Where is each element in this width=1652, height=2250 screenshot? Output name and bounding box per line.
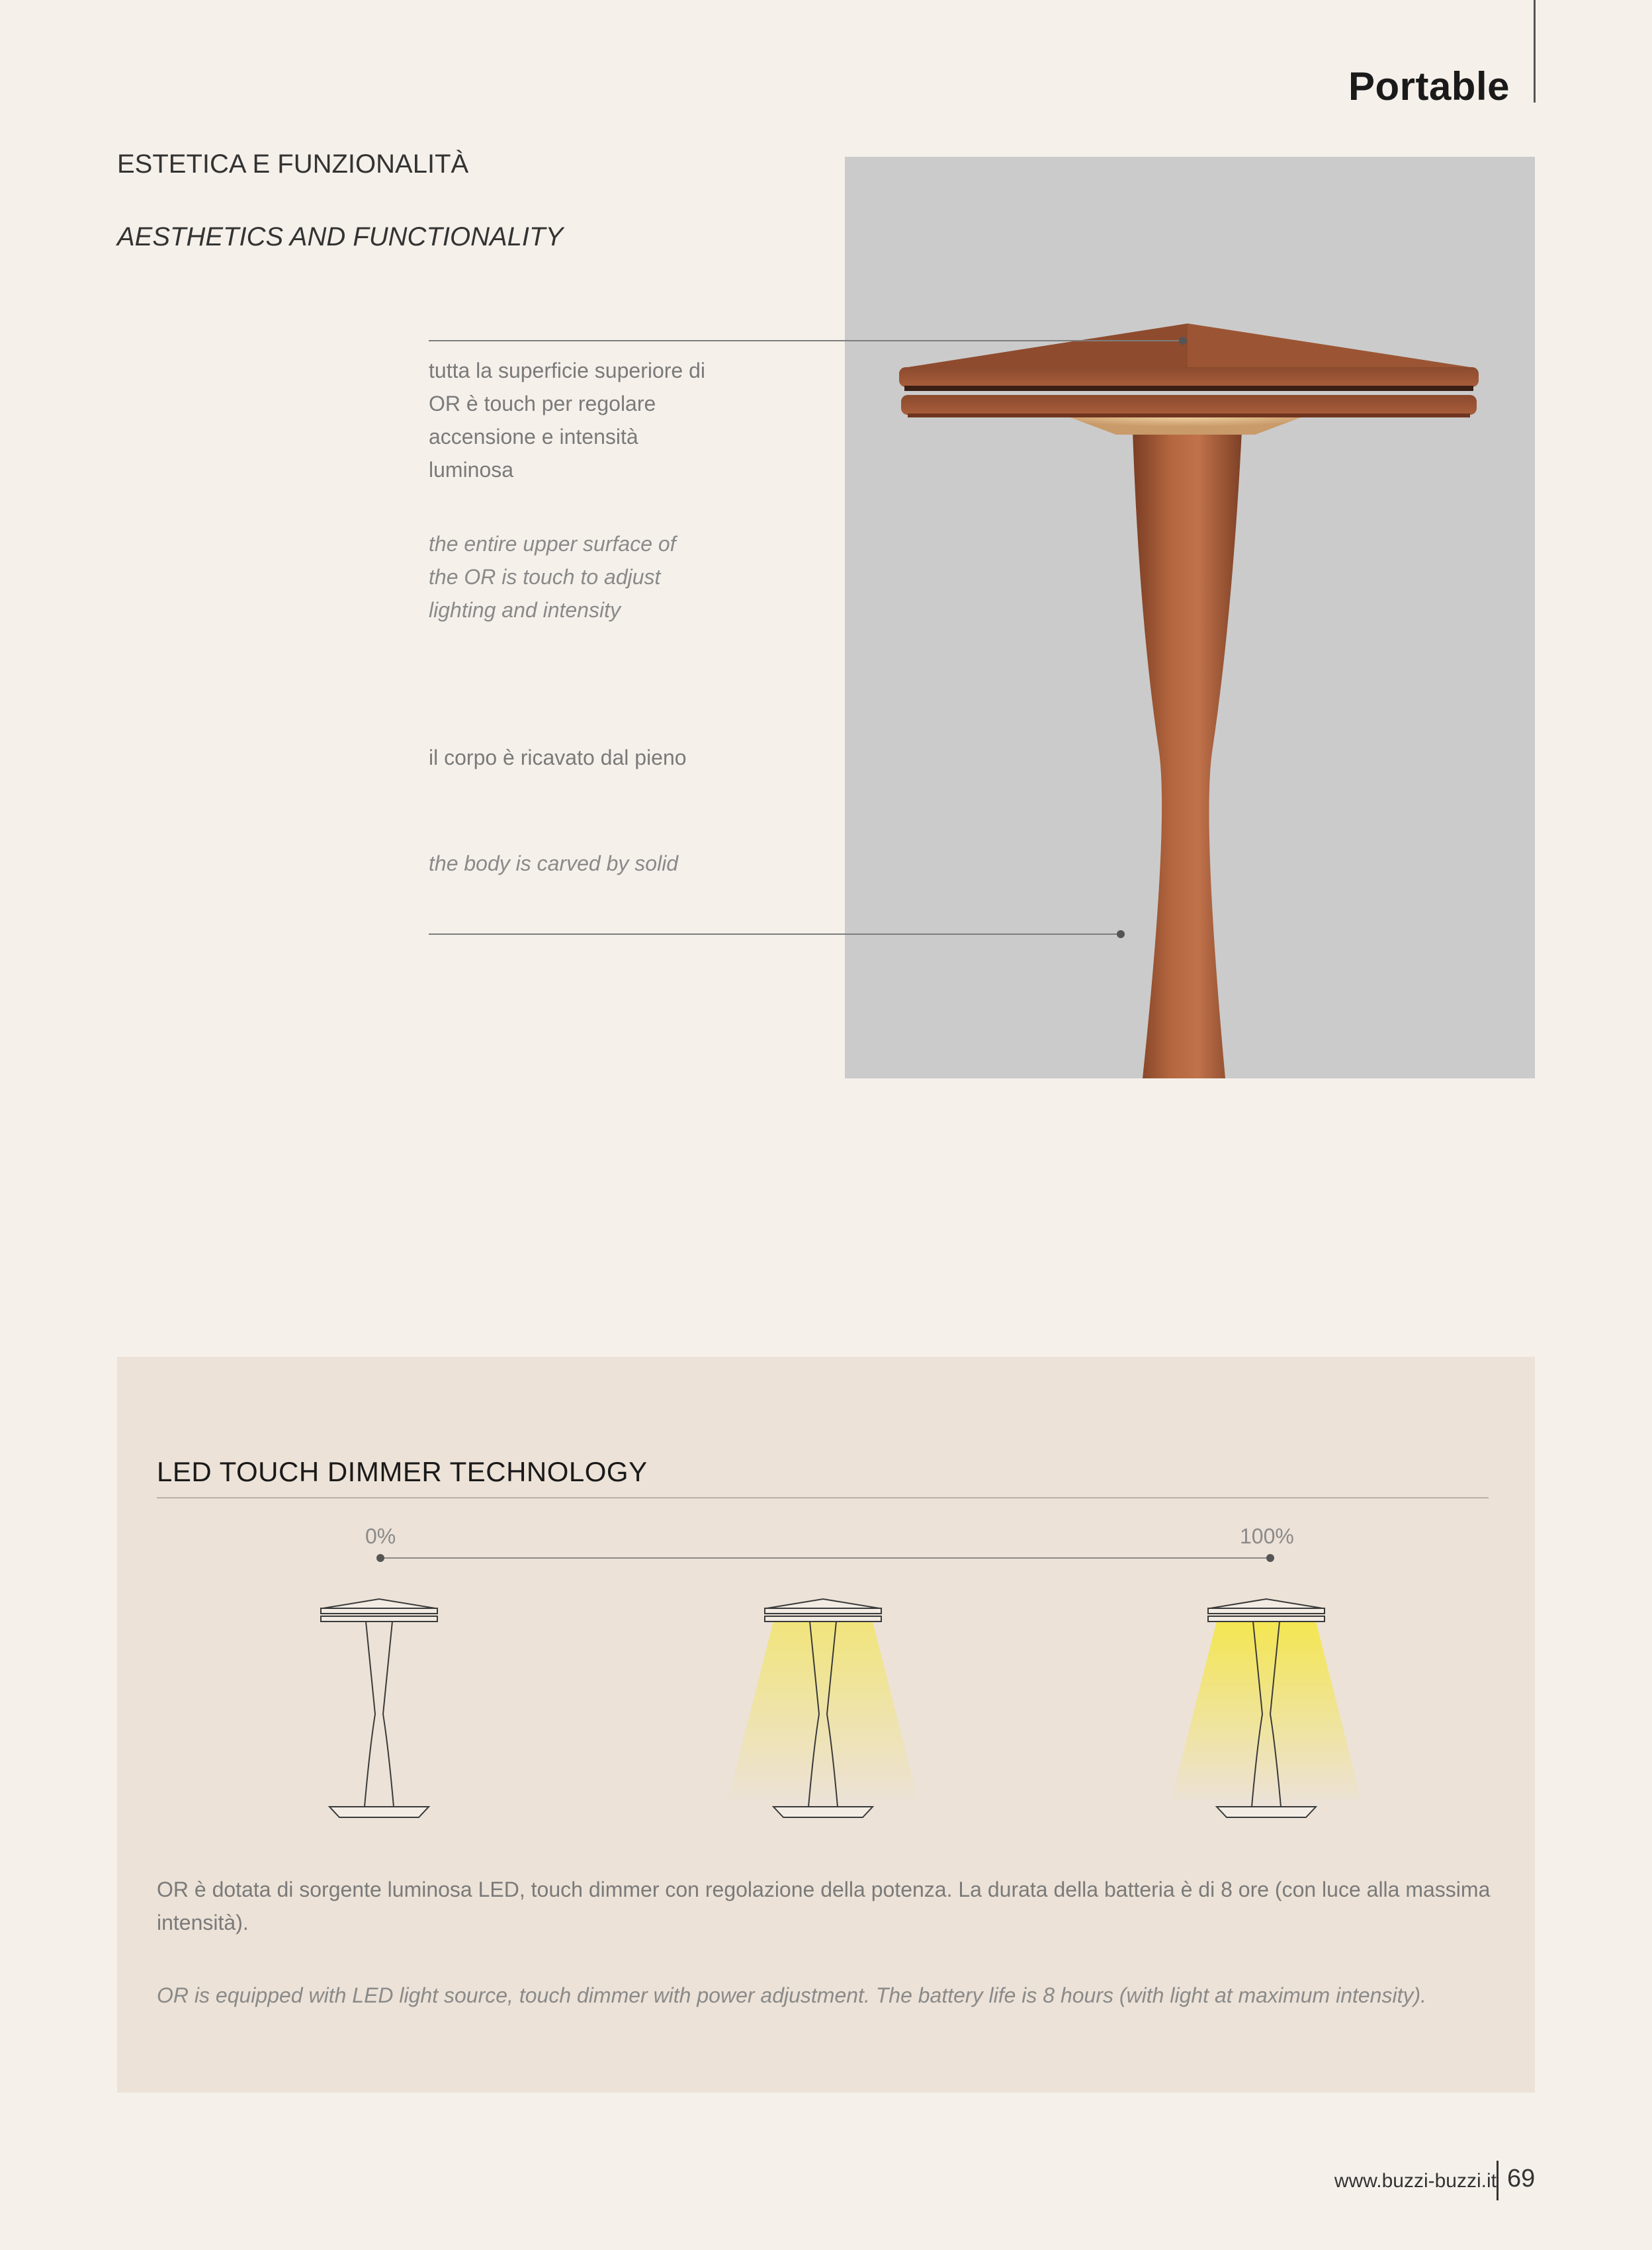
led-title-rule	[157, 1497, 1489, 1498]
heading-italian: ESTETICA E FUNZIONALITÀ	[117, 150, 469, 179]
lamp-level-1	[727, 1599, 919, 1817]
lamp-body	[1133, 431, 1242, 1078]
lamp-glow	[1063, 415, 1308, 435]
section-title: Portable	[1348, 64, 1510, 108]
callout-body-italian: il corpo è ricavato dal pieno	[429, 746, 687, 769]
scale-max-label: 100%	[1240, 1524, 1294, 1548]
lamp-head	[765, 1599, 881, 1622]
lamp-base	[1217, 1807, 1316, 1817]
product-photo	[845, 157, 1535, 1078]
lamp-level-0	[321, 1599, 437, 1817]
lamp-stem	[365, 1622, 394, 1807]
light-cone	[727, 1622, 919, 1803]
callout-dot-top	[1179, 337, 1187, 345]
callout-leader-body	[429, 933, 1120, 935]
page-number: 69	[1507, 2165, 1536, 2192]
callout-body-english: the body is carved by solid	[429, 851, 679, 875]
callout-top-english: the entire upper surface of the OR is touch to adjust lighting and intensity	[429, 532, 676, 622]
scale-min-label: 0%	[365, 1524, 396, 1548]
led-description-italian: OR è dotata di sorgente luminosa LED, touch dimmer con regolazione della potenza. La durata della batteria è di 8 ore (con luce alla massima intensità).	[157, 1878, 1491, 1934]
heading-english: AESTHETICS AND FUNCTIONALITY	[117, 222, 564, 251]
lamp-lower-disc	[901, 395, 1477, 415]
dimmer-lamps	[117, 1575, 1535, 1853]
lamp-level-2	[1170, 1599, 1362, 1817]
callout-dot-body	[1117, 930, 1125, 938]
lamp-head	[1208, 1599, 1325, 1622]
lamp-base	[329, 1807, 429, 1817]
lamp-upper-disc	[899, 367, 1479, 387]
led-title: LED TOUCH DIMMER TECHNOLOGY	[157, 1456, 648, 1487]
dimmer-scale-line	[380, 1557, 1270, 1559]
led-description-english: OR is equipped with LED light source, touch dimmer with power adjustment. The battery life is 8 hours (with light at maximum intensity).	[157, 1983, 1427, 2007]
footer-website: www.buzzi-buzzi.it	[1334, 2170, 1497, 2192]
lamp-head	[321, 1599, 437, 1622]
footer-divider	[1497, 2161, 1499, 2200]
light-cone	[1170, 1622, 1362, 1803]
led-panel	[117, 1357, 1535, 2093]
header-divider	[1534, 0, 1536, 103]
scale-max-dot	[1266, 1554, 1274, 1562]
scale-min-dot	[376, 1554, 384, 1562]
lamp-base	[773, 1807, 873, 1817]
lamp-illustration	[845, 157, 1535, 1078]
callout-leader-top	[429, 340, 1183, 341]
callout-top-italian: tutta la superficie superiore di OR è touch per regolare accensione e intensità luminosa	[429, 359, 705, 482]
